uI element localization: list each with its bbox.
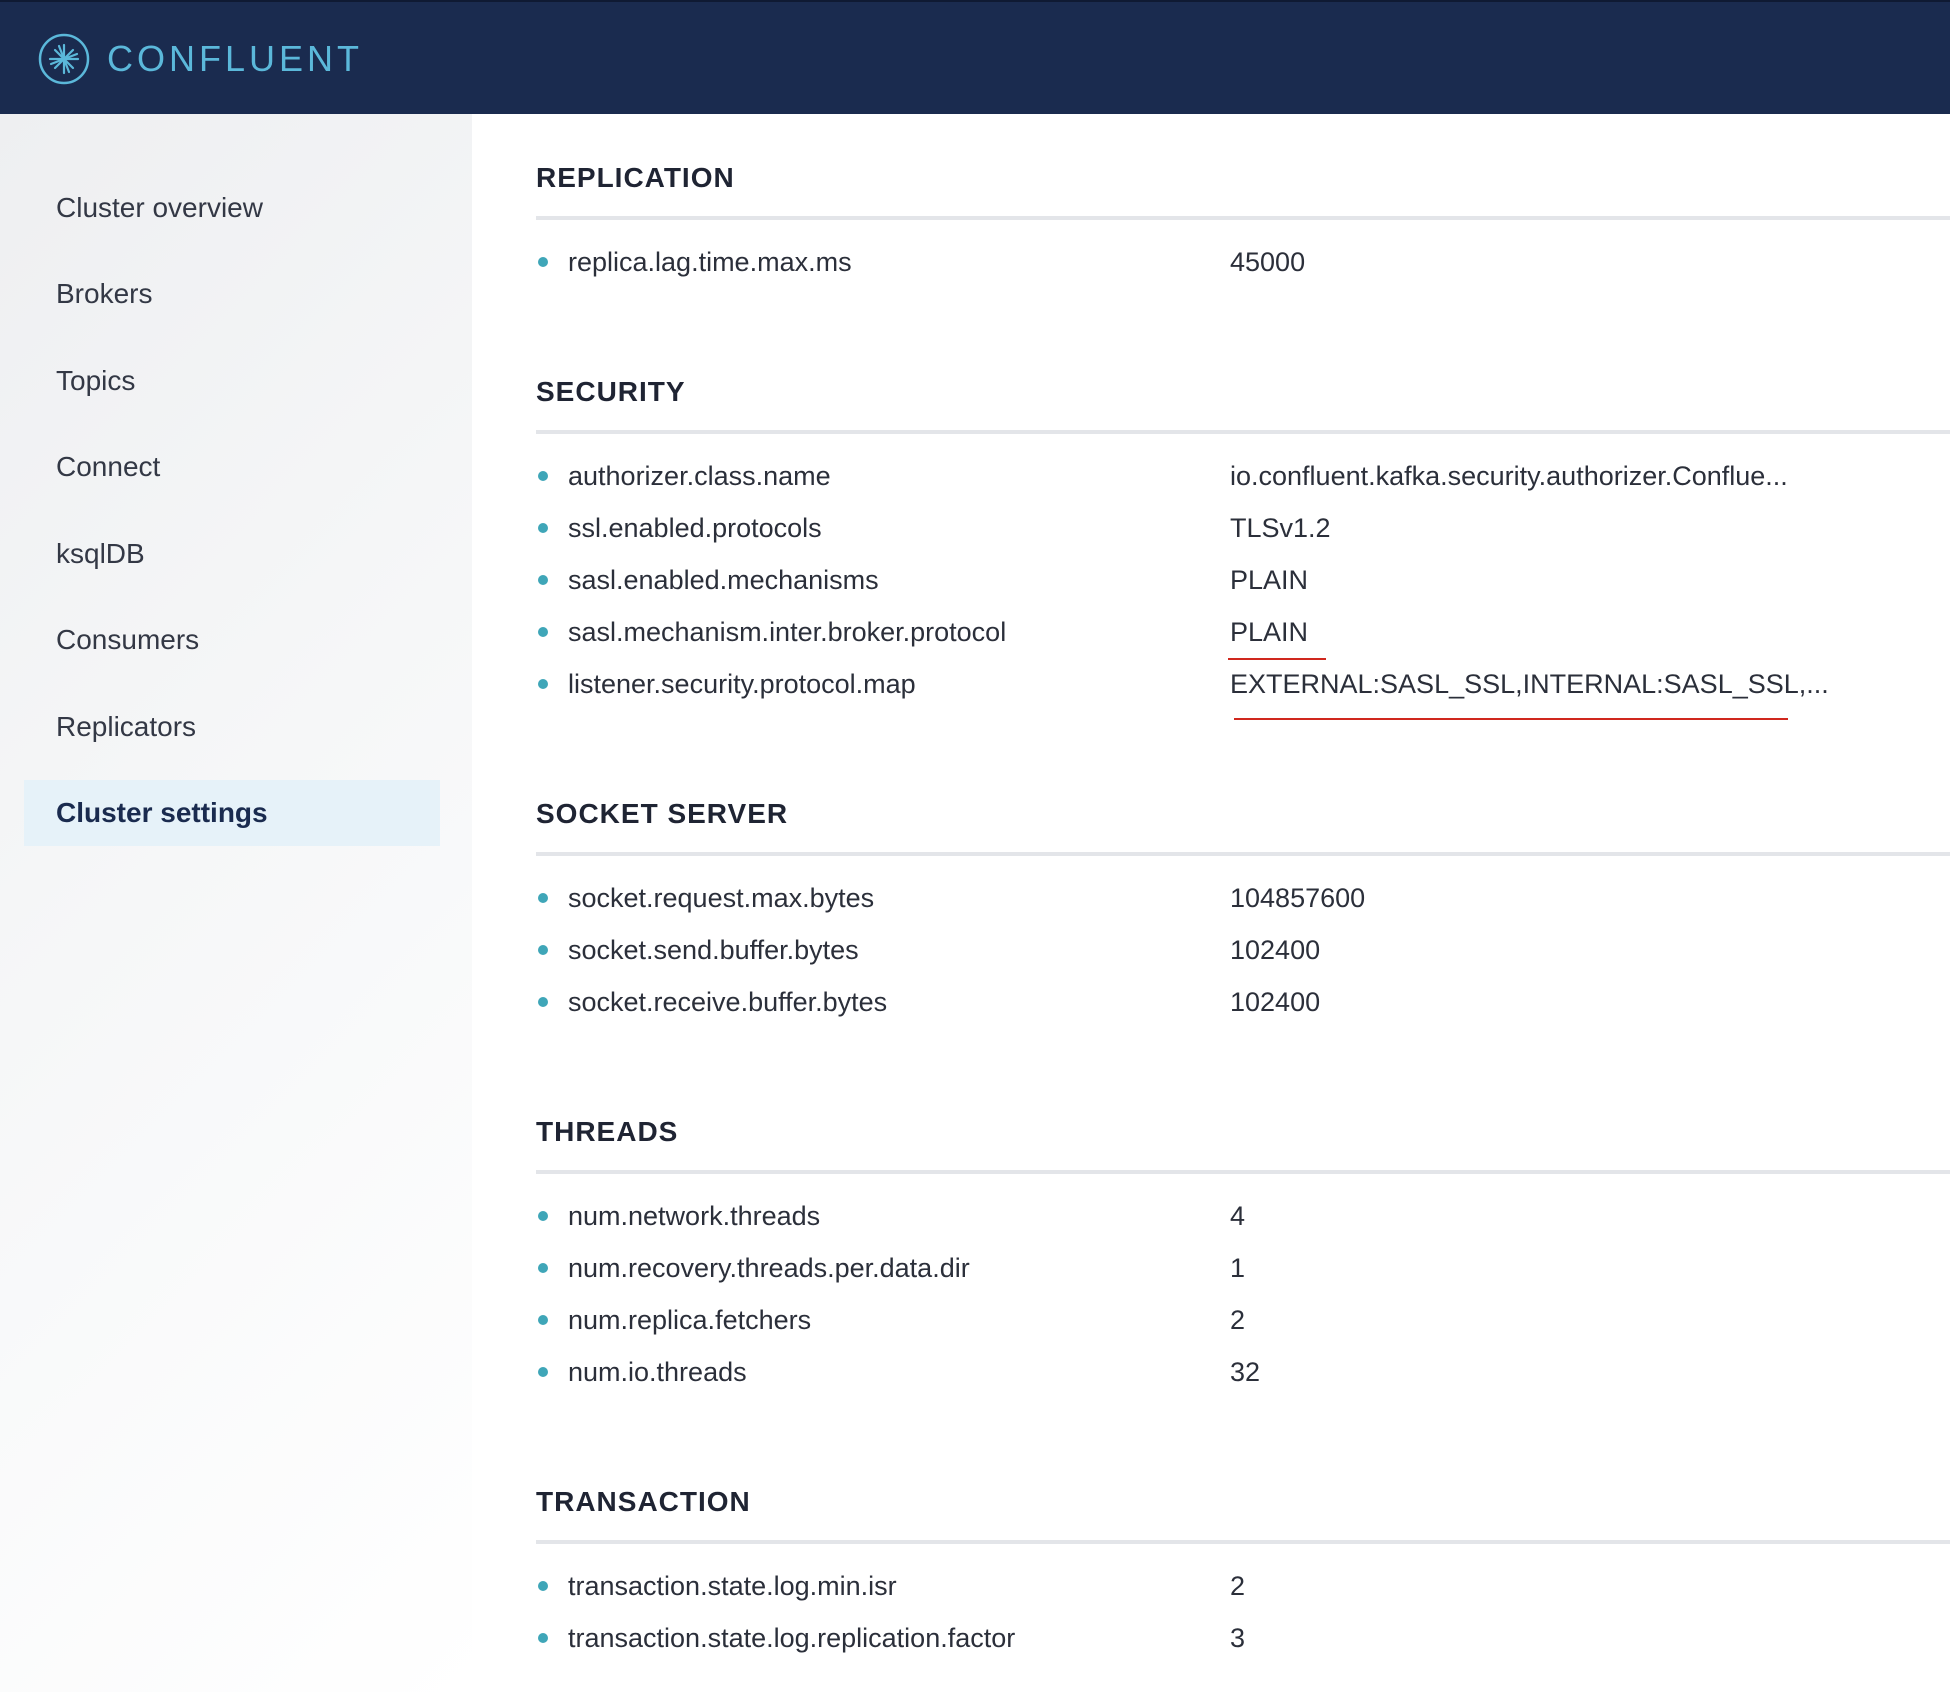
bullet-icon xyxy=(538,257,548,267)
setting-row xyxy=(536,502,1950,554)
setting-value: TLSv1.2 xyxy=(1230,512,1331,543)
setting-row xyxy=(536,976,1950,1028)
bullet-icon xyxy=(538,575,548,585)
brand-name: CONFLUENT xyxy=(107,38,364,79)
setting-row xyxy=(536,554,1950,606)
bullet-icon xyxy=(538,1367,548,1377)
bullet-icon xyxy=(538,1211,548,1221)
setting-key: sasl.mechanism.inter.broker.protocol xyxy=(568,616,1007,647)
divider xyxy=(536,430,1950,434)
setting-value: PLAIN xyxy=(1230,616,1309,647)
setting-key: transaction.state.log.min.isr xyxy=(568,1570,897,1601)
setting-row xyxy=(536,606,1950,658)
setting-row xyxy=(536,1560,1950,1612)
setting-value: 3 xyxy=(1230,1622,1246,1653)
bullet-icon xyxy=(538,1581,548,1591)
setting-value: PLAIN xyxy=(1230,564,1309,595)
setting-value: 102400 xyxy=(1230,986,1321,1017)
section-title: SECURITY xyxy=(536,376,686,407)
bullet-icon xyxy=(538,471,548,481)
setting-row xyxy=(536,236,1950,288)
sidebar xyxy=(0,114,472,1692)
sidebar-item-replicators[interactable]: Replicators xyxy=(56,711,197,742)
setting-value: 104857600 xyxy=(1230,882,1366,913)
settings-content xyxy=(536,114,1950,1692)
setting-row xyxy=(536,450,1950,502)
sidebar-item-cluster-settings[interactable]: Cluster settings xyxy=(24,780,440,846)
divider xyxy=(536,1170,1950,1174)
setting-row xyxy=(536,658,1950,710)
setting-value: 45000 xyxy=(1230,246,1306,277)
setting-key: num.io.threads xyxy=(568,1356,747,1387)
sidebar-item-ksqldb[interactable]: ksqlDB xyxy=(56,538,145,569)
section-title: THREADS xyxy=(536,1116,679,1147)
setting-value: EXTERNAL:SASL_SSL,INTERNAL:SASL_SSL,... xyxy=(1230,668,1829,699)
section-title: REPLICATION xyxy=(536,162,735,193)
setting-key: num.replica.fetchers xyxy=(568,1304,812,1335)
setting-key: transaction.state.log.replication.factor xyxy=(568,1622,1016,1653)
confluent-star-icon xyxy=(38,33,90,85)
divider xyxy=(536,852,1950,856)
setting-value: 2 xyxy=(1230,1570,1246,1601)
brand-logo[interactable] xyxy=(38,33,363,85)
setting-key: authorizer.class.name xyxy=(568,460,831,491)
bullet-icon xyxy=(538,627,548,637)
setting-row xyxy=(536,1612,1950,1664)
setting-row xyxy=(536,872,1950,924)
sidebar-item-brokers[interactable]: Brokers xyxy=(56,278,153,309)
setting-row xyxy=(536,1242,1950,1294)
setting-row xyxy=(536,924,1950,976)
setting-value: 32 xyxy=(1230,1356,1261,1387)
bullet-icon xyxy=(538,1263,548,1273)
setting-key: num.recovery.threads.per.data.dir xyxy=(568,1252,970,1283)
setting-key: num.network.threads xyxy=(568,1200,821,1231)
setting-key: sasl.enabled.mechanisms xyxy=(568,564,879,595)
bullet-icon xyxy=(538,893,548,903)
top-header xyxy=(0,0,1950,114)
underline-annotation xyxy=(1234,718,1788,720)
setting-row xyxy=(536,1346,1950,1398)
sidebar-item-consumers[interactable]: Consumers xyxy=(56,624,200,655)
setting-key: socket.receive.buffer.bytes xyxy=(568,986,888,1017)
setting-value: 102400 xyxy=(1230,934,1321,965)
setting-row xyxy=(536,1190,1950,1242)
setting-key: ssl.enabled.protocols xyxy=(568,512,822,543)
bullet-icon xyxy=(538,997,548,1007)
sidebar-item-cluster-overview[interactable]: Cluster overview xyxy=(56,192,263,223)
bullet-icon xyxy=(538,523,548,533)
bullet-icon xyxy=(538,945,548,955)
setting-key: replica.lag.time.max.ms xyxy=(568,246,852,277)
divider xyxy=(536,216,1950,220)
sidebar-item-connect[interactable]: Connect xyxy=(56,451,161,482)
bullet-icon xyxy=(538,1633,548,1643)
section-title: TRANSACTION xyxy=(536,1486,751,1517)
sidebar-item-topics[interactable]: Topics xyxy=(56,365,136,396)
setting-value: 4 xyxy=(1230,1200,1246,1231)
setting-value: io.confluent.kafka.security.authorizer.Conflue... xyxy=(1230,460,1788,491)
setting-key: socket.send.buffer.bytes xyxy=(568,934,859,965)
setting-key: socket.request.max.bytes xyxy=(568,882,875,913)
setting-value: 1 xyxy=(1230,1252,1246,1283)
section-title: SOCKET SERVER xyxy=(536,798,789,829)
divider xyxy=(536,1540,1950,1544)
setting-key: listener.security.protocol.map xyxy=(568,668,916,699)
bullet-icon xyxy=(538,1315,548,1325)
bullet-icon xyxy=(538,679,548,689)
setting-row xyxy=(536,1294,1950,1346)
setting-value: 2 xyxy=(1230,1304,1246,1335)
